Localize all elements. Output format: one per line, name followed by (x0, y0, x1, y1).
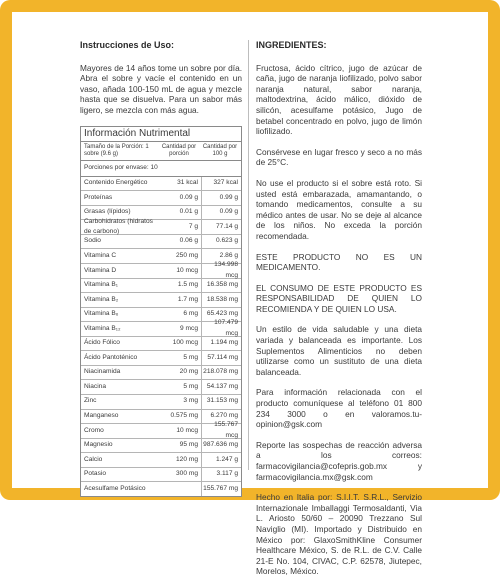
nutrient-name: Proteínas (84, 193, 113, 201)
nutrition-table (80, 126, 242, 497)
amount-per-serving: 95 mg (156, 439, 202, 453)
lifestyle-text: Un estilo de vida saludable y una dieta variada y balanceada es importante. Los Suplementos Alimenticios no deben utilizarse como un sustituto de una dieta balanceada. (256, 324, 422, 377)
column-divider (248, 40, 249, 470)
nutrient-name: Ácido Fólico (84, 339, 120, 347)
nutrient-name: Vitamina C (84, 251, 117, 259)
amount-per-100g: 107.479 mcg (214, 319, 238, 337)
nutrient-name: Vitamina B₁₂ (84, 324, 121, 332)
amount-per-100g: 0.09 g (219, 208, 238, 216)
nutrient-name: Grasas (lípidos) (84, 208, 131, 216)
amount-per-serving: 1.7 mg (156, 293, 202, 307)
amount-per-serving: 10 mcg (156, 264, 202, 278)
nutrition-row (81, 380, 241, 395)
nutrition-row (81, 421, 241, 439)
per-serving-header: Cantidad por porción (161, 144, 197, 158)
nutrition-row (81, 279, 241, 294)
amount-per-100g: 3.117 g (216, 470, 238, 478)
nutrient-name: Cromo (84, 426, 104, 434)
ingredients-text: Fructosa, ácido cítrico, jugo de azúcar de caña, jugo de naranja liofilizado, polvo sabor naranja natural, sabor naranja, maltodextrina, ácido málico, dióxido de silicón, acesulfame potásico, Jugo de betabel concentrado en polvo, jugo de limón liofilizado. (256, 62, 422, 137)
amount-per-serving: 0.06 g (156, 235, 202, 249)
nutrient-name: Manganeso (84, 411, 119, 419)
amount-per-100g: 327 kcal (213, 179, 238, 187)
contact-text: Para información relacionada con el producto comuníquese al teléfono 01 800 234 3000 o en valoramos.tu-opinion@gsk.com (256, 387, 422, 430)
nutrition-row (81, 453, 241, 468)
amount-per-serving: 0.575 mg (156, 410, 202, 424)
nutrient-name: Acesulfame Potásico (84, 484, 146, 492)
amount-per-serving: 0.09 g (156, 191, 202, 205)
nutrient-name: Niacinamida (84, 368, 121, 376)
amount-per-serving: 100 mcg (156, 337, 202, 351)
nutrient-name: Vitamina D (84, 266, 117, 274)
nutrition-row (81, 319, 241, 337)
nutrition-row (81, 337, 241, 352)
nutrition-header (81, 142, 241, 161)
amount-per-serving: 250 mg (156, 249, 202, 263)
responsibility-text: EL CONSUMO DE ESTE PRODUCTO ES RESPONSABILIDAD DE QUIEN LO RECOMIENDA Y DE QUIEN LO USA. (256, 282, 422, 314)
warning-text: No use el producto si el sobre está roto. Si usted está embarazada, amamantando, o tomando medicamentos, consulte a su médico antes de usar. No se deje al alcance de los niños. No exceda la porción recomendada. (256, 177, 422, 241)
nutrition-row (81, 261, 241, 279)
servings-per-container: Porciones por envase: 10 (81, 161, 241, 177)
per-100g-header: Cantidad por 100 g (202, 144, 238, 158)
amount-per-100g: 155.767 mg (203, 484, 238, 492)
amount-per-100g: 31.153 mg (206, 397, 238, 405)
amount-per-serving: 120 mg (156, 453, 202, 467)
amount-per-100g: 77.14 g (216, 222, 238, 230)
right-column (256, 40, 422, 587)
amount-per-100g: 18.538 mg (206, 295, 238, 303)
amount-per-100g: 1.194 mg (210, 339, 238, 347)
nutrition-row (81, 217, 241, 236)
nutrition-row (81, 293, 241, 308)
amount-per-serving: 6 mg (156, 308, 202, 322)
nutrient-name: Ácido Pantoténico (84, 353, 138, 361)
nutrient-name: Sodio (84, 237, 101, 245)
amount-per-100g: 987.636 mg (203, 441, 238, 449)
nutrient-name: Magnesio (84, 441, 113, 449)
amount-per-serving: 31 kcal (156, 177, 202, 191)
nutrient-name: Zinc (84, 397, 97, 405)
amount-per-serving: 20 mg (156, 366, 202, 380)
amount-per-100g: 0.623 g (216, 237, 238, 245)
amount-per-100g: 2.86 g (219, 251, 238, 259)
amount-per-serving: 0.01 g (156, 206, 202, 220)
amount-per-100g: 54.137 mg (206, 382, 238, 390)
ingredients-heading: INGREDIENTES: (256, 40, 327, 50)
amount-per-serving: 7 g (156, 220, 202, 234)
nutrition-row (81, 191, 241, 206)
nutrition-title: Información Nutrimental (81, 127, 241, 143)
nutrient-name: Contenido Energético (84, 179, 148, 187)
nutrient-name: Vitamina B₆ (84, 310, 119, 318)
nutrient-name: Niacina (84, 382, 106, 390)
nutrition-row (81, 395, 241, 410)
nutrient-name: Calcio (84, 455, 103, 463)
nutrient-name: Vitamina B₂ (84, 295, 119, 303)
nutrition-row (81, 366, 241, 381)
not-medicine-text: ESTE PRODUCTO NO ES UN MEDICAMENTO. (256, 251, 422, 273)
nutrition-row (81, 351, 241, 366)
amount-per-100g: 0.99 g (219, 193, 238, 201)
storage-text: Consérvese en lugar fresco y seco a no más de 25°C. (256, 146, 422, 168)
nutrition-row (81, 235, 241, 250)
amount-per-serving: 9 mcg (156, 322, 202, 336)
nutrition-row (81, 177, 241, 192)
amount-per-serving: 1.5 mg (156, 279, 202, 293)
nutrition-row (81, 482, 241, 496)
amount-per-100g: 218.078 mg (203, 368, 238, 376)
amount-per-serving: 10 mcg (156, 424, 202, 438)
amount-per-100g: 57.114 mg (207, 353, 238, 361)
instructions-heading: Instrucciones de Uso: (80, 40, 175, 50)
amount-per-100g: 134.998 mcg (214, 261, 238, 279)
nutrient-name: Vitamina B₁ (84, 281, 118, 289)
amount-per-100g: 1.247 g (216, 455, 238, 463)
amount-per-serving: 300 mg (156, 468, 202, 482)
nutrition-rows (81, 177, 241, 496)
portion-size-label: Tamaño de la Porción: 1 sobre (9.6 g) (84, 144, 149, 158)
nutrition-row (81, 439, 241, 454)
amount-per-serving: 5 mg (156, 380, 202, 394)
nutrition-row (81, 468, 241, 483)
amount-per-100g: 16.358 mg (206, 281, 238, 289)
left-column (80, 40, 242, 497)
origin-text: Hecho en Italia por: S.I.I.T. S.R.L., Servizio Internazionale Imballaggi Termosaldanti, Via L. Ariosto 50/60 – 20090 Trezzano Sul Naviglio (MI). Importado y Distribuido en México por: GlaxoSmithKline Consumer Healthcare México, S. de R.L. de C.V. Calle 21-E No. 104, CIVAC, C.P. 62578, Jiutepec, Morelos, México. (256, 492, 422, 577)
amount-per-100g: 155.767 mcg (214, 421, 238, 439)
amount-per-100g: 6.270 mg (210, 411, 238, 419)
instructions-text: Mayores de 14 años tome un sobre por día. Abra el sobre y vacíe el contenido en un vaso, añada 100-150 mL de agua y mezcle hasta que se disuelva. Para un sabor más ligero, se mezcla con más agua. (80, 62, 242, 115)
report-text: Reporte las sospechas de reacción adversa a los correos: farmacovigilancia@cofepris.gob.mx y farmacovigilancia.mx@gsk.com (256, 439, 422, 482)
nutrient-name: Potasio (84, 470, 106, 478)
amount-per-serving (156, 482, 202, 496)
amount-per-100g: 65.423 mg (206, 310, 238, 318)
amount-per-serving: 5 mg (156, 351, 202, 365)
amount-per-serving: 3 mg (156, 395, 202, 409)
nutrient-name: Carbohidratos (hidratos de carbono) (84, 217, 153, 236)
